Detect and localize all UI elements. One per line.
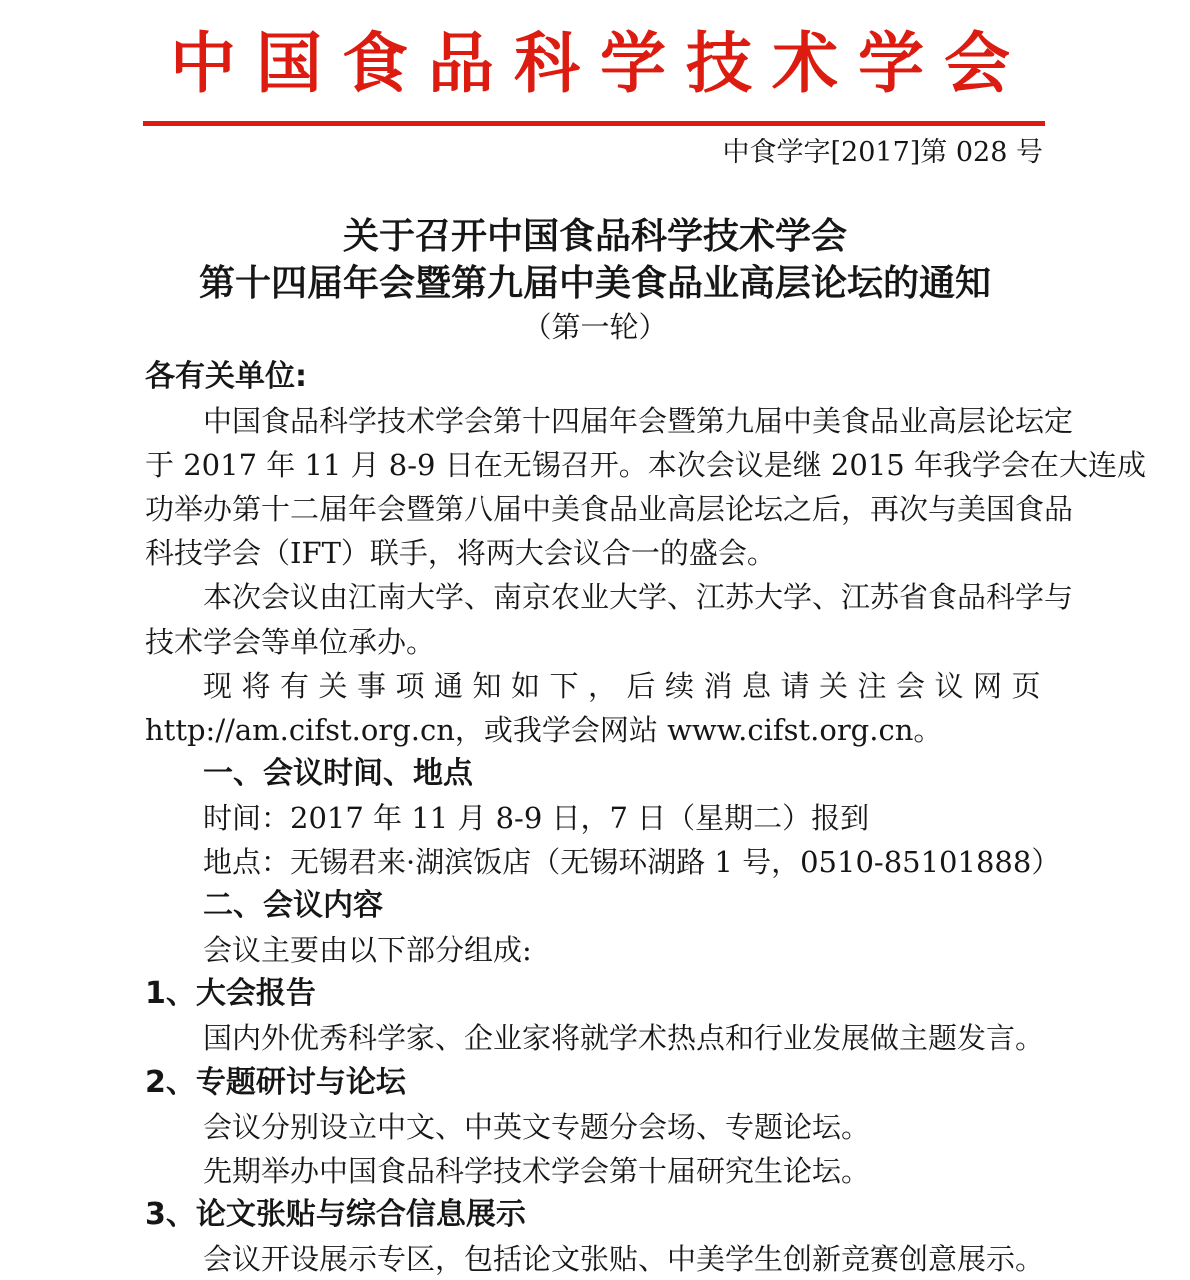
organizers-line-1: 本次会议由江南大学、南京农业大学、江苏大学、江苏省食品科学与 <box>203 580 1074 615</box>
intro-line-2: 于 2017 年 11 月 8-9 日在无锡召开。本次会议是继 2015 年我学会在大连成 <box>145 448 1146 483</box>
section-2-heading: 二、会议内容 <box>203 888 383 924</box>
meeting-venue: 地点：无锡君来·湖滨饭店（无锡环湖路 1 号，0510-85101888） <box>203 845 1061 880</box>
document-number: 中食学字[2017]第 028 号 <box>722 137 1043 168</box>
section-1-heading: 一、会议时间、地点 <box>203 755 473 791</box>
notice-title-line-2: 第十四届年会暨第九届中美食品业高层论坛的通知 <box>198 263 991 304</box>
organizers-line-2: 技术学会等单位承办。 <box>145 624 436 659</box>
notice-body <box>145 355 1146 1280</box>
letterhead-divider <box>143 121 1045 126</box>
letterhead-org-title: 中国食品科学技术学会 <box>170 24 1030 102</box>
intro-line-3: 功举办第十二届年会暨第八届中美食品业高层论坛之后，再次与美国食品 <box>145 492 1074 527</box>
notice-title-line-1: 关于召开中国食品科学技术学会 <box>342 216 847 257</box>
notice-round-label: （第一轮） <box>522 310 668 344</box>
subsection-3-heading: 3、论文张贴与综合信息展示 <box>145 1196 526 1232</box>
followup-line-1: 现将有关事项通知如下，后续消息请关注会议网页 <box>203 668 1051 703</box>
section-2-intro: 会议主要由以下部分组成: <box>203 933 532 968</box>
meeting-time: 时间：2017 年 11 月 8-9 日，7 日（星期二）报到 <box>203 800 870 835</box>
followup-line-2: http://am.cifst.org.cn，或我学会网站 www.cifst.org.cn。 <box>145 712 943 747</box>
intro-line-4: 科技学会（IFT）联手，将两大会议合一的盛会。 <box>145 536 776 571</box>
subsection-2-text-1: 会议分别设立中文、中英文专题分会场、专题论坛。 <box>203 1109 871 1144</box>
intro-line-1: 中国食品科学技术学会第十四届年会暨第九届中美食品业高层论坛定 <box>203 404 1074 439</box>
subsection-3-text: 会议开设展示专区，包括论文张贴、中美学生创新竞赛创意展示。 <box>203 1241 1045 1276</box>
salutation: 各有关单位: <box>145 359 307 394</box>
subsection-2-text-2: 先期举办中国食品科学技术学会第十届研究生论坛。 <box>203 1153 871 1188</box>
subsection-1-text: 国内外优秀科学家、企业家将就学术热点和行业发展做主题发言。 <box>203 1021 1045 1056</box>
subsection-1-heading: 1、大会报告 <box>145 976 316 1012</box>
subsection-2-heading: 2、专题研讨与论坛 <box>145 1064 406 1100</box>
